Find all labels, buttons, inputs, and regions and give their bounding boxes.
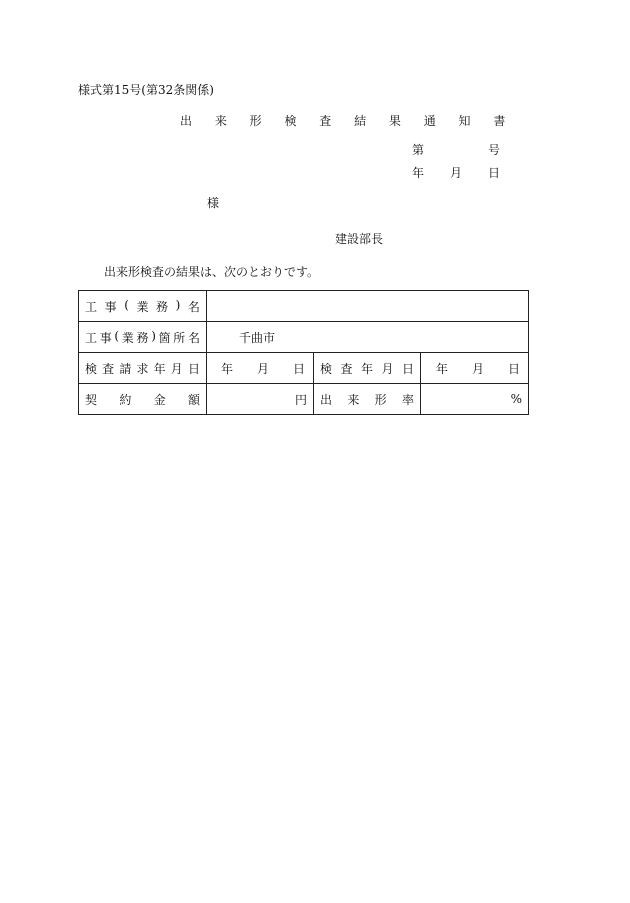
table-row — [79, 322, 529, 353]
table-row — [79, 291, 529, 322]
construction-location-field[interactable]: 千曲市 — [207, 322, 529, 353]
header-date-year: 年 — [412, 166, 425, 180]
inspection-date-field[interactable]: 年 月 日 — [421, 353, 529, 384]
inspection-request-date-field[interactable]: 年 月 日 — [207, 353, 314, 384]
document-title: 出 来 形 検 査 結 果 通 知 書 — [180, 114, 515, 128]
intro-text: 出来形検査の結果は、次のとおりです。 — [104, 265, 320, 279]
table-row — [79, 384, 529, 415]
construction-name-label: 工 事 ( 業 務 ) 名 — [79, 291, 207, 322]
inspection-request-date-label: 検 査 請 求 年 月 日 — [79, 353, 207, 384]
addressee-suffix: 様 — [207, 196, 220, 210]
inspection-date-label: 検 査 年 月 日 — [314, 353, 421, 384]
completion-rate-label: 出 来 形 率 — [314, 384, 421, 415]
yen-unit: 円 — [294, 392, 307, 407]
percent-unit: % — [510, 392, 523, 406]
sender: 建設部長 — [335, 232, 384, 246]
header-date-day: 日 — [488, 166, 501, 180]
contract-amount-label: 契 約 金 額 — [79, 384, 207, 415]
header-date-month: 月 — [450, 166, 463, 180]
form-number: 様式第15号(第32条関係) — [78, 83, 214, 97]
completion-rate-field[interactable] — [421, 384, 529, 415]
doc-number-suffix: 号 — [488, 143, 501, 157]
inspection-result-table — [78, 290, 529, 415]
table-row — [79, 353, 529, 384]
construction-location-label: 工 事 ( 業 務 ) 箇 所 名 — [79, 322, 207, 353]
contract-amount-field[interactable] — [207, 384, 314, 415]
doc-number-prefix: 第 — [412, 143, 425, 157]
construction-name-field[interactable] — [207, 291, 529, 322]
